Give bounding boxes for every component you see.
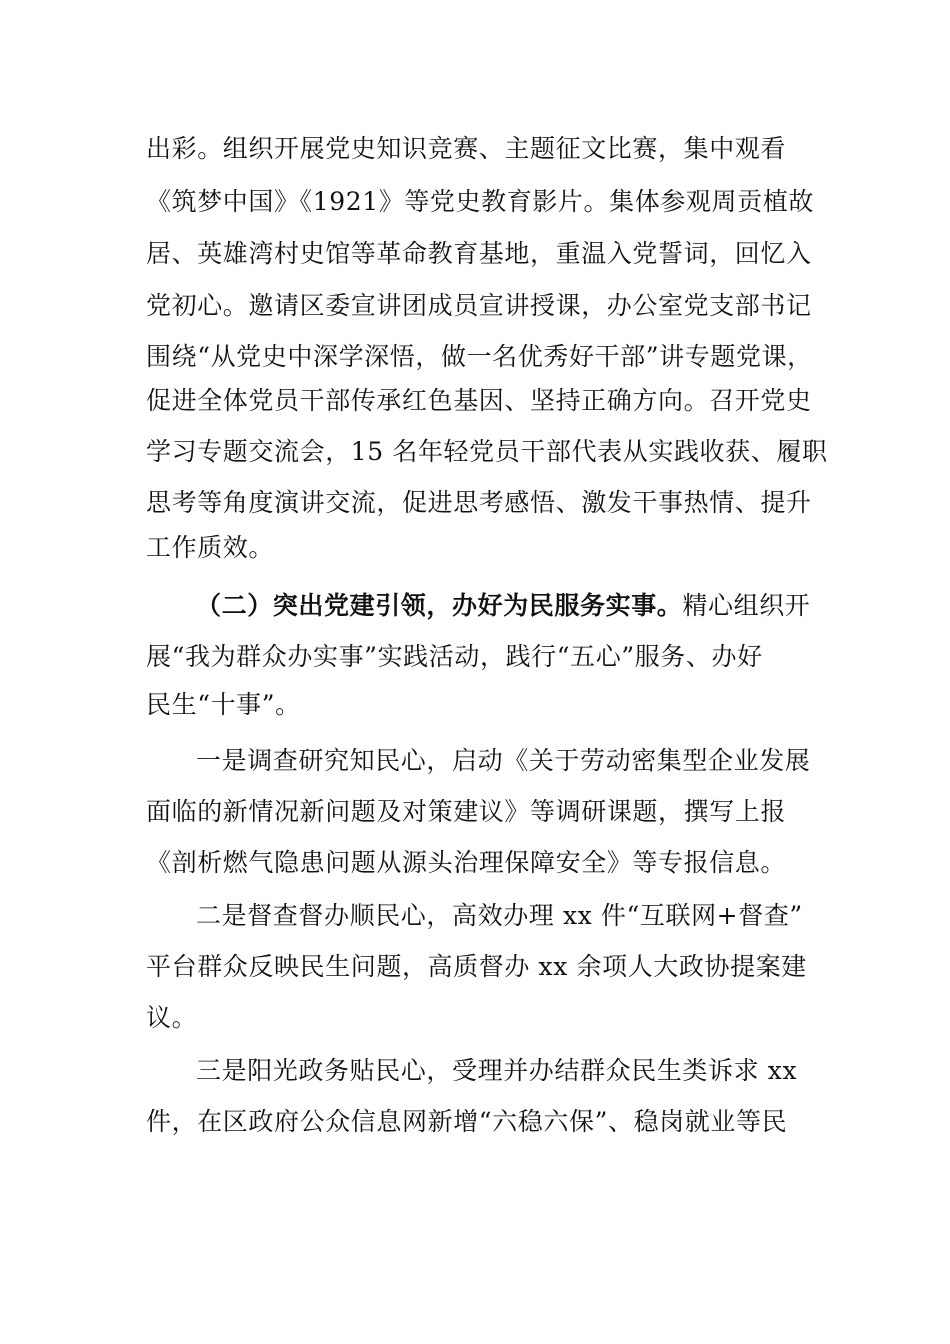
paragraph-line: 围绕“从党史中深学深悟，做一名优秀好干部”讲专题党课， <box>146 342 813 371</box>
item-line: 二是督查督办顺民心，高效办理 xx 件“互联网+督查” <box>196 901 803 930</box>
item-line: 《剖析燃气隐患问题从源头治理保障安全》等专报信息。 <box>146 848 787 877</box>
section-heading-line <box>196 590 810 622</box>
paragraph-line: 促进全体党员干部传承红色基因、坚持正确方向。召开党史 <box>146 386 812 415</box>
paragraph-line: 出彩。组织开展党史知识竞赛、主题征文比赛，集中观看 <box>146 134 787 163</box>
paragraph-line: 学习专题交流会，15 名年轻党员干部代表从实践收获、履职 <box>146 437 828 466</box>
item-line: 一是调查研究知民心，启动《关于劳动密集型企业发展 <box>196 746 811 775</box>
item-line: 平台群众反映民生问题，高质督办 xx 余项人大政协提案建 <box>146 952 807 981</box>
item-line: 议。 <box>146 1003 198 1032</box>
paragraph-line: 思考等角度演讲交流，促进思考感悟、激发干事热情、提升 <box>146 488 812 517</box>
paragraph-line: 展“我为群众办实事”实践活动，践行“五心”服务、办好 <box>146 642 763 671</box>
item-line: 面临的新情况新问题及对策建议》等调研课题，撰写上报 <box>146 797 787 826</box>
paragraph-line: 民生“十事”。 <box>146 690 301 719</box>
paragraph-line: 工作质效。 <box>146 533 275 562</box>
section-heading-rest: 精心组织开 <box>682 591 811 620</box>
paragraph-line: 党初心。邀请区委宣讲团成员宣讲授课，办公室党支部书记 <box>146 291 812 320</box>
section-heading: （二）突出党建引领，办好为民服务实事。 <box>196 591 683 620</box>
item-line: 三是阳光政务贴民心，受理并办结群众民生类诉求 xx <box>196 1056 798 1085</box>
paragraph-line: 居、英雄湾村史馆等革命教育基地，重温入党誓词，回忆入 <box>146 239 812 268</box>
item-line: 件，在区政府公众信息网新增“六稳六保”、稳岗就业等民 <box>146 1107 788 1136</box>
paragraph-line: 《筑梦中国》《1921》等党史教育影片。集体参观周贡植故 <box>146 187 814 216</box>
